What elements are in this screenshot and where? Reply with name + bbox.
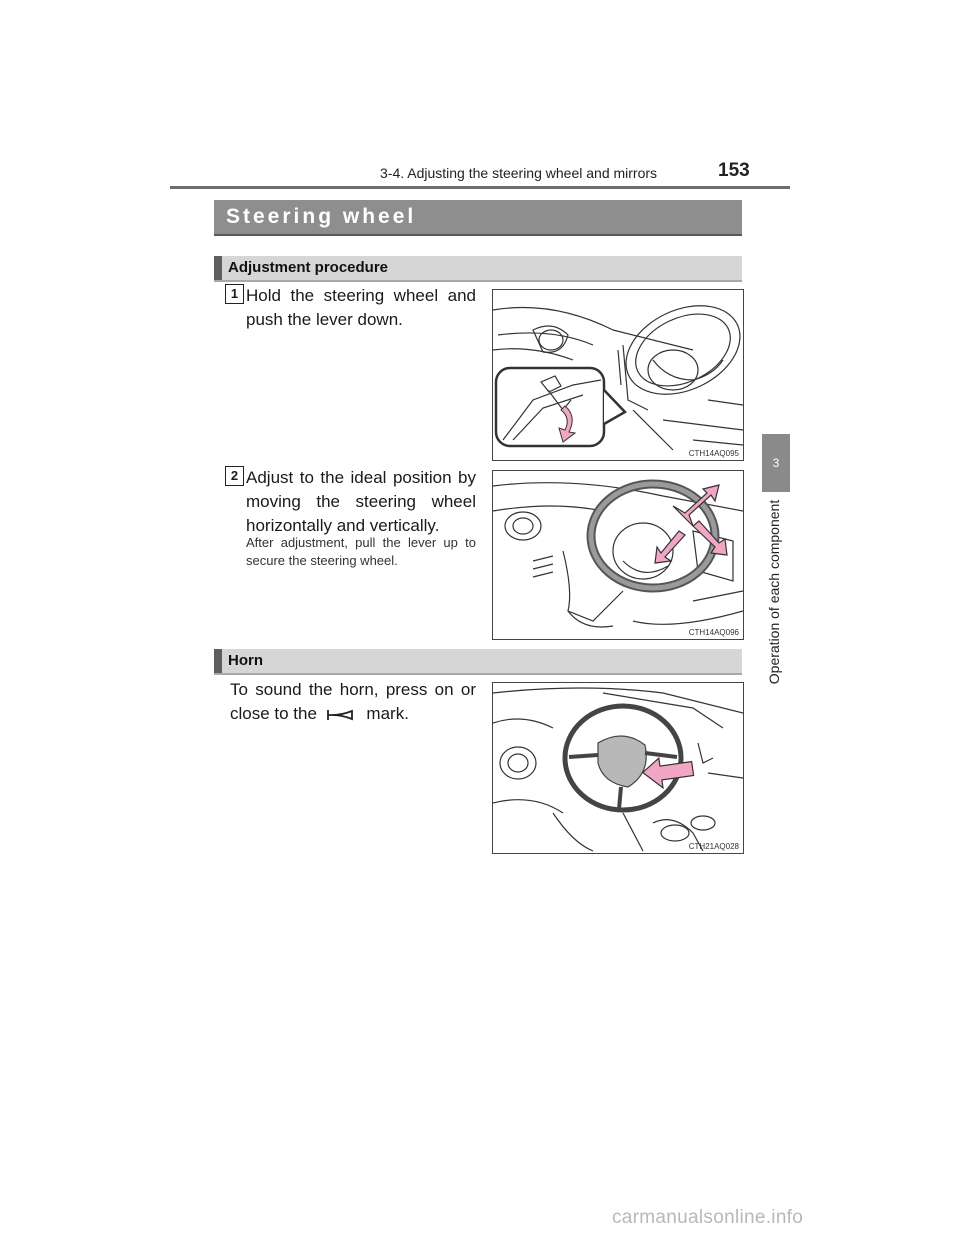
figure-code: CTH14AQ095 bbox=[688, 449, 739, 458]
illustration-lever-down bbox=[492, 289, 744, 461]
page-number: 153 bbox=[718, 160, 750, 181]
figure-code: CTH21AQ028 bbox=[688, 842, 739, 851]
horn-icon bbox=[322, 708, 362, 722]
steering-wheel-adjust-illustration bbox=[493, 471, 743, 639]
steering-lever-illustration bbox=[493, 290, 743, 460]
section-title-band bbox=[214, 200, 742, 236]
subsection-title: Horn bbox=[228, 652, 263, 669]
chapter-tab: 3 bbox=[762, 434, 790, 492]
chapter-label-container bbox=[750, 492, 798, 692]
horn-instruction bbox=[230, 678, 476, 726]
horn-press-illustration bbox=[493, 683, 743, 853]
step-number-1: 1 bbox=[225, 284, 244, 304]
header-rule bbox=[170, 186, 790, 189]
illustration-horn bbox=[492, 682, 744, 854]
subsection-heading-adjustment bbox=[214, 256, 742, 280]
horn-text-after: mark. bbox=[366, 704, 409, 723]
step-2-note: After adjustment, pull the lever up to secure the steering wheel. bbox=[246, 535, 476, 568]
subsection-title: Adjustment procedure bbox=[228, 259, 389, 276]
watermark: carmanualsonline.info bbox=[612, 1207, 804, 1228]
horn-text-before: To sound the horn, press on or close to the bbox=[230, 680, 476, 723]
subsection-heading-horn bbox=[214, 649, 742, 673]
step-1-text: Hold the steering wheel and push the lever down. bbox=[246, 286, 476, 329]
step-2-text: Adjust to the ideal position by moving the steering wheel horizontally and vertically. bbox=[246, 468, 476, 535]
running-header: 3-4. Adjusting the steering wheel and mirrors bbox=[380, 165, 658, 181]
chapter-label: Operation of each component bbox=[766, 499, 782, 685]
figure-code: CTH14AQ096 bbox=[688, 628, 739, 637]
section-title: Steering wheel bbox=[226, 205, 417, 228]
step-number-2: 2 bbox=[225, 466, 244, 486]
illustration-wheel-adjust bbox=[492, 470, 744, 640]
